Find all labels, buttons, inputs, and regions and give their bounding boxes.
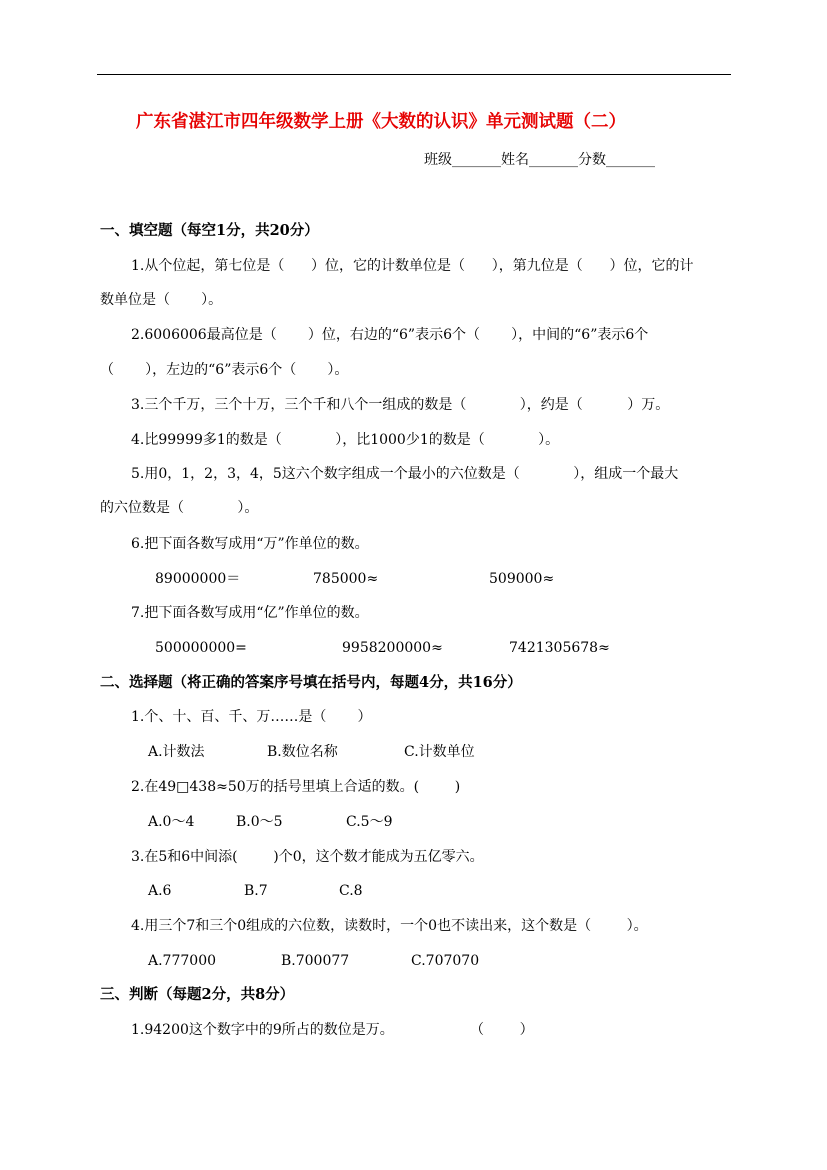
option: C.计数单位 [404,744,475,760]
s1-line: 6.把下面各数写成用“万”作单位的数。 [131,536,369,552]
q6-item: 509000≈ [489,571,555,587]
q6-item: 89000000＝ [155,571,241,587]
s1-line: 1.从个位起，第七位是（ ）位，它的计数单位是（ ），第九位是（ ）位，它的计 [131,258,694,274]
q7-item: 9958200000≈ [342,640,443,656]
s1-line: 2.6006006最高位是（ ）位，右边的“6”表示6个（ ），中间的“6”表示6个 [131,327,649,343]
s1-line: 数单位是（ ）。 [100,292,223,308]
option: B.7 [244,883,268,899]
q6-item: 785000≈ [313,571,379,587]
s1-line: （ ），左边的“6”表示6个（ ）。 [100,362,349,378]
s1-line: 5.用0，1，2，3，4，5这六个数字组成一个最小的六位数是（ ），组成一个最大 [131,466,679,482]
student-info-line: 班级_______姓名_______分数_______ [424,152,655,168]
section2-heading: 二、选择题（将正确的答案序号填在括号内，每题4分，共16分） [100,674,522,691]
s2-question: 2.在49□438≈50万的括号里填上合适的数。( ) [131,779,461,795]
s1-line: 的六位数是（ ）。 [100,500,259,516]
s1-line: 3.三个千万，三个十万，三个千和八个一组成的数是（ ），约是（ ）万。 [131,397,670,413]
option: B.0～5 [236,814,283,830]
header-rule [97,74,731,75]
option: A.6 [148,883,172,899]
s3-question: 1.94200这个数字中的9所占的数位是万。 [131,1022,394,1038]
s2-question: 1.个、十、百、千、万……是（ ） [131,709,372,725]
option: A.777000 [148,953,217,969]
document-title: 广东省湛江市四年级数学上册《大数的认识》单元测试题（二） [136,112,626,132]
q7-item: 500000000= [155,640,247,656]
option: C.8 [339,883,363,899]
section1-heading: 一、填空题（每空1分，共20分） [100,222,319,239]
option: A.计数法 [148,744,205,760]
option: B.700077 [281,953,350,969]
q7-item: 7421305678≈ [509,640,610,656]
option: C.707070 [411,953,480,969]
option: C.5～9 [346,814,393,830]
s2-question: 4.用三个7和三个0组成的六位数，读数时，一个0也不读出来，这个数是（ ）。 [131,918,648,934]
option: B.数位名称 [267,744,338,760]
option: A.0～4 [148,814,195,830]
s1-line: 7.把下面各数写成用“亿”作单位的数。 [131,605,369,621]
s2-question: 3.在5和6中间添( )个0，这个数才能成为五亿零六。 [131,849,484,865]
answer-parentheses: （ ） [470,1022,534,1038]
s1-line: 4.比99999多1的数是（ ），比1000少1的数是（ ）。 [131,432,560,448]
section3-heading: 三、判断（每题2分，共8分） [100,986,295,1003]
